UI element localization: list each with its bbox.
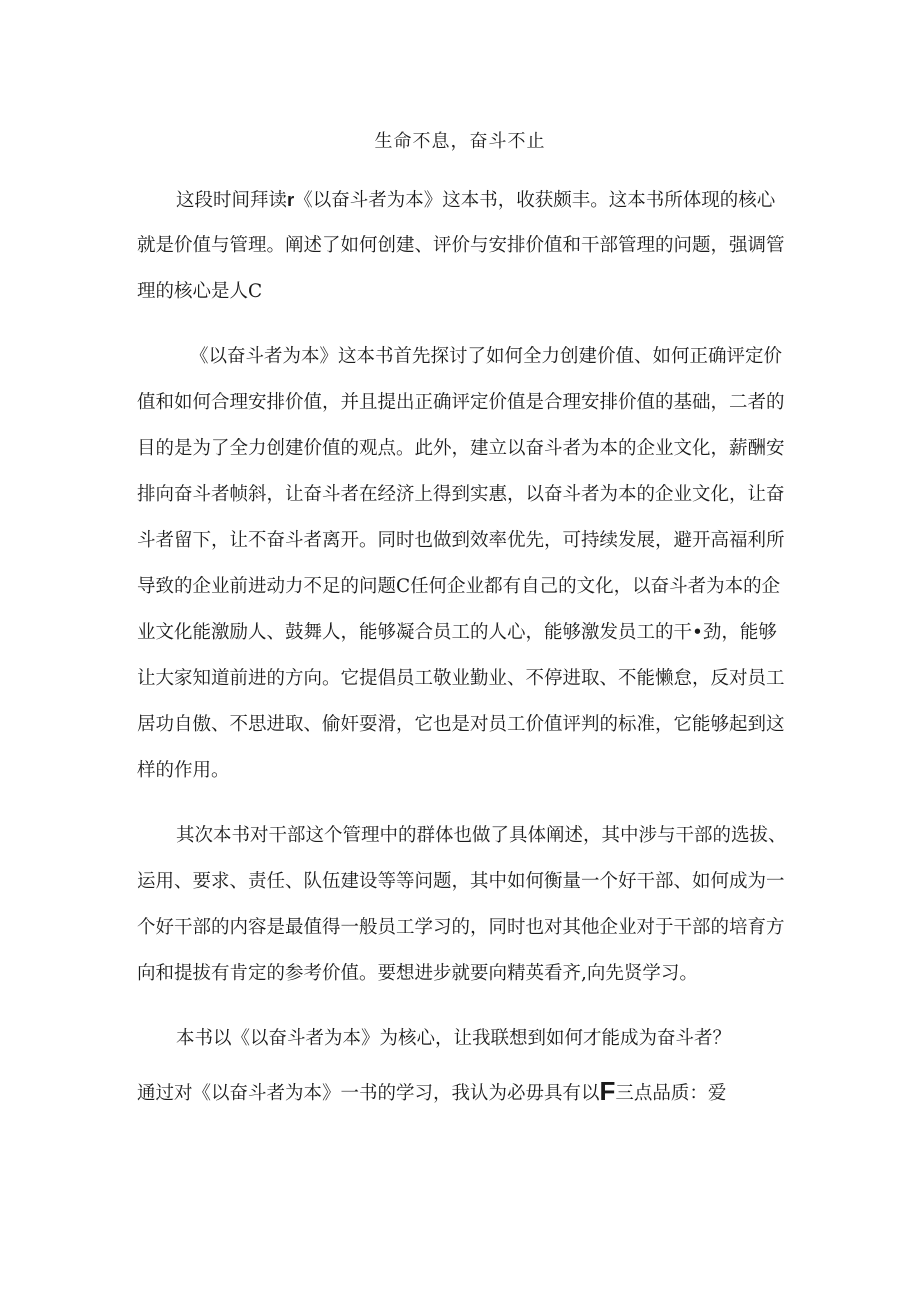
text-run: 这段时间拜读	[176, 190, 288, 211]
paragraph-2-line-4: 排向奋斗者帧斜，让奋斗者在经济上得到实惠，以奋斗者为本的企业文化，让奋	[137, 484, 785, 505]
document-title: 生命不息，奋斗不止	[374, 131, 546, 152]
stray-mark: F	[599, 1076, 616, 1106]
paragraph-3-line-4: 向和提拔有肯定的参考价值。要想进步就要向精英看齐,向先贤学习。	[137, 963, 698, 984]
stray-mark: r	[287, 189, 295, 210]
paragraph-2-line-3: 目的是为了全力创建价值的观点。此外，建立以奋斗者为本的企业文化，薪酬安	[137, 438, 785, 459]
paragraph-4-line-2	[0, 1075, 920, 1109]
paragraph-1-line-3: 理的核心是人C	[137, 281, 263, 302]
paragraph-3-line-3: 个好干部的内容是最值得一般员工学习的，同时也对其他企业对于干部的培育方	[137, 917, 785, 938]
paragraph-2-line-1: 《以奋斗者为本》这本书首先探讨了如何全力创建价值、如何正确评定价	[190, 346, 783, 367]
paragraph-4-line-1: 本书以《以奋斗者为本》为核心，让我联想到如何才能成为奋斗者？	[176, 1028, 732, 1049]
paragraph-2-line-2: 值和如何合理安排价值，并且提出正确评定价值是合理安排价值的基础，二者的	[137, 392, 785, 413]
paragraph-2-line-10: 样的作用。	[137, 760, 230, 781]
paragraph-3-line-2: 运用、要求、责任、队伍建设等等问题，其中如何衡量一个好干部、如何成为一	[137, 871, 785, 892]
paragraph-2-line-5: 斗者留下，让不奋斗者离开。同时也做到效率优先，可持续发展，避开高福利所	[137, 530, 785, 551]
paragraph-2-line-9: 居功自傲、不思进取、偷奸耍滑，它也是对员工价值评判的标准，它能够起到这	[137, 714, 785, 735]
paragraph-2-line-6: 导致的企业前进动力不足的问题C任何企业都有自己的文化，以奋斗者为本的企	[137, 576, 781, 597]
paragraph-2-line-7: 业文化能激励人、鼓舞人，能够凝合员工的人心，能够激发员工的干•劲，能够	[137, 622, 777, 643]
text-run: 三点品质：爱	[615, 1083, 727, 1104]
text-run: 《以奋斗者为本》这本书，收获颇丰。这本书所体现的核心	[294, 190, 776, 211]
paragraph-2-line-8: 让大家知道前进的方向。它提倡员工敬业勤业、不停进取、不能懒怠，反对员工	[137, 668, 785, 689]
paragraph-1-line-1	[0, 185, 920, 216]
text-run: 通过对《以奋斗者为本》一书的学习，我认为必毋具有以	[137, 1083, 600, 1104]
paragraph-3-line-1: 其次本书对干部这个管理中的群体也做了具体阐述，其中涉与干部的选拔、	[176, 825, 787, 846]
paragraph-1-line-2: 就是价值与管理。阐述了如何创建、评价与安排价值和干部管理的问题，强调管	[137, 235, 785, 256]
